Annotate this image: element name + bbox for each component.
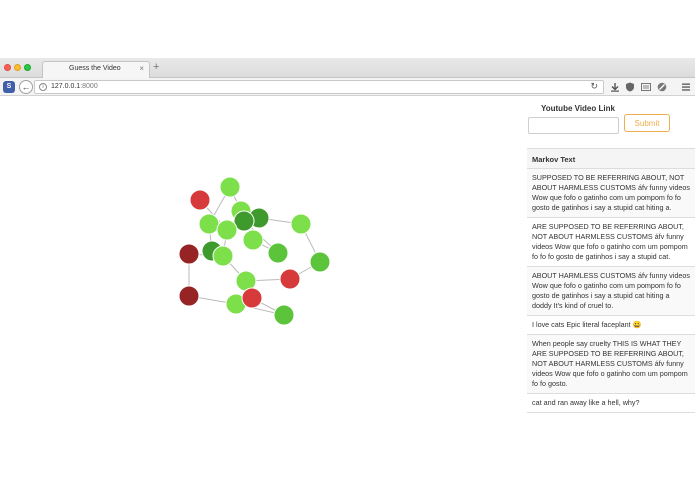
markov-text-item: When people say cruelty THIS IS WHAT THEY ARE SUPPOSED TO BE REFERRING ABOUT, NOT ABOUT HARMLESS CUSTOMS áfv funny videos Wow que fofo o gatinho com um pompom fo fo gosto. [527, 335, 695, 394]
markov-text-item: SUPPOSED TO BE REFERRING ABOUT, NOT ABOUT HARMLESS CUSTOMS áfv funny videos Wow que fofo o gatinho com um pompom fo fo gosto de gatinhos i say a stupid cat hiting a. [527, 169, 695, 218]
extension-icon[interactable] [657, 82, 667, 92]
youtube-link-label: Youtube Video Link [541, 104, 615, 113]
page-top-blank [0, 0, 695, 58]
address-bar[interactable] [34, 80, 604, 94]
video-graph [0, 97, 520, 494]
youtube-link-input[interactable] [528, 117, 619, 134]
graph-node[interactable] [242, 288, 262, 308]
close-tab-icon[interactable]: × [139, 64, 144, 73]
extension-badge-icon[interactable]: S [3, 81, 15, 93]
graph-node[interactable] [190, 190, 210, 210]
markov-text-item: I love cats Epic literal faceplant 😀 [527, 316, 695, 335]
markov-text-item: ABOUT HARMLESS CUSTOMS áfv funny videos Wow que fofo o gatinho com um pompom fo fo gosto de gatinhos i say a stupid cat hiting a doddy It's kind of cruel to. [527, 267, 695, 316]
graph-node[interactable] [213, 246, 233, 266]
tab-title: Guess the Video [69, 65, 121, 72]
markov-text-item: ARE SUPPOSED TO BE REFERRING ABOUT, NOT ABOUT HARMLESS CUSTOMS áfv funny videos Wow que fofo o gatinho com um pompom fo fo fo gosto de gatinhos i say a stupid cat. [527, 218, 695, 267]
reload-icon[interactable]: ↻ [590, 81, 598, 91]
graph-node[interactable] [217, 220, 237, 240]
markov-text-panel [527, 148, 695, 413]
minimize-window-button[interactable] [14, 64, 21, 71]
graph-node[interactable] [274, 305, 294, 325]
submit-button[interactable]: Submit [624, 114, 670, 132]
screen-icon[interactable] [641, 82, 651, 92]
graph-node[interactable] [199, 214, 219, 234]
url-port: :8000 [80, 83, 98, 90]
zoom-window-button[interactable] [24, 64, 31, 71]
new-tab-icon[interactable]: + [153, 61, 160, 73]
graph-node[interactable] [243, 230, 263, 250]
graph-nodes [179, 177, 330, 325]
tab-bar [0, 58, 695, 78]
info-icon[interactable]: i [39, 83, 47, 91]
back-button[interactable]: ← [19, 80, 33, 94]
graph-node[interactable] [179, 286, 199, 306]
graph-node[interactable] [280, 269, 300, 289]
url-text [51, 83, 98, 90]
markov-text-item: cat and ran away like a hell, why? [527, 394, 695, 413]
close-window-button[interactable] [4, 64, 11, 71]
graph-node[interactable] [291, 214, 311, 234]
menu-icon[interactable] [681, 82, 691, 92]
markov-text-header: Markov Text [527, 149, 695, 169]
tab-guess-the-video[interactable] [42, 61, 150, 78]
graph-node[interactable] [179, 244, 199, 264]
url-host: 127.0.0.1 [51, 83, 81, 90]
graph-node[interactable] [268, 243, 288, 263]
shield-icon[interactable] [625, 82, 635, 92]
graph-node[interactable] [310, 252, 330, 272]
download-icon[interactable] [610, 82, 620, 92]
sidebar [527, 97, 695, 494]
graph-node[interactable] [220, 177, 240, 197]
navigation-bar [0, 78, 695, 96]
